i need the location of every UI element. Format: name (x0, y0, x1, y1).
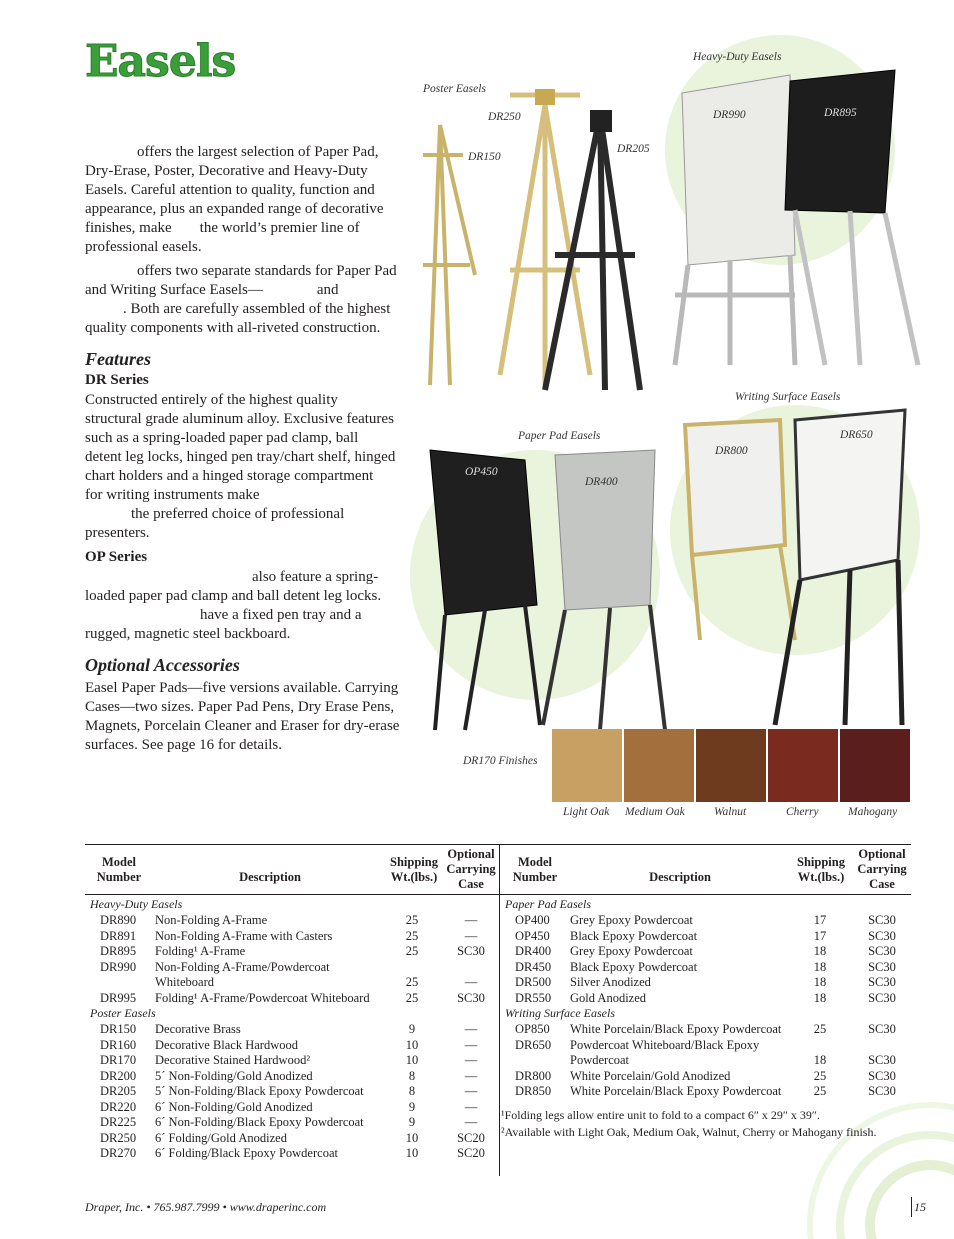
caption-paper-pad: Paper Pad Easels (518, 430, 601, 442)
swatch-medium-oak (624, 729, 694, 802)
cell-weight: 18 (813, 1053, 827, 1067)
page-title: Easels (85, 36, 236, 87)
caption-poster-easels: Poster Easels (423, 83, 486, 95)
label-dr650: DR650 (840, 429, 873, 441)
table-top-rule (85, 844, 911, 845)
cell-weight: 10 (405, 1146, 419, 1160)
cell-weight: 9 (408, 1115, 416, 1129)
description-line: Folding¹ A-Frame/Powdercoat Whiteboard (155, 990, 370, 1005)
op-series-text: also feature a spring- loaded paper pad clamp and ball detent leg locks. have a fixed pen tray and a rugged, magnetic steel backboard. (85, 569, 382, 642)
dr-series-heading: DR Series (85, 372, 149, 388)
cell-case: — (464, 1115, 478, 1129)
cell-model: DR550 (515, 990, 552, 1005)
header-shipping: Shipping Wt.(lbs.) (390, 855, 438, 884)
description-line: Black Epoxy Powdercoat (570, 959, 698, 974)
cell-model: DR150 (100, 1022, 137, 1036)
cell-model: OP850 (515, 1022, 550, 1036)
cell-description (155, 991, 395, 1007)
label-dr800: DR800 (715, 445, 748, 457)
op-series-heading: OP Series (85, 549, 148, 565)
cell-model: DR850 (515, 1084, 552, 1098)
cell-case: — (464, 1099, 478, 1114)
description-line: 5´ Non-Folding/Gold Anodized (155, 1068, 313, 1083)
description-line: Gold Anodized (570, 990, 647, 1005)
cell-weight: 9 (408, 1099, 416, 1114)
cell-case: SC30 (868, 928, 896, 943)
label-dr250: DR250 (488, 111, 521, 123)
header-case: Optional Carrying Case (446, 847, 496, 891)
cell-weight: 25 (405, 944, 419, 958)
cell-weight: 10 (405, 1037, 419, 1052)
finish-label: Medium Oak (625, 806, 685, 818)
table-section-label: Poster Easels (90, 1006, 156, 1020)
cell-model: DR400 (515, 944, 552, 958)
intro-paragraph-1: offers the largest selection of Paper Pad, Dry-Erase, Poster, Decorative and Heavy-Duty Easels. Careful attention to quality, function and appearance, plus an expanded range of decorative finishes, make the world’s premier line of professional easels. (85, 144, 384, 255)
description-line: Decorative Stained Hardwood² (155, 1053, 311, 1067)
header-description: Description (239, 870, 301, 884)
cell-description (155, 960, 395, 991)
cell-case: — (464, 1068, 478, 1083)
swatch-walnut (696, 729, 766, 802)
description-line: 6´ Folding/Black Epoxy Powdercoat (155, 1146, 338, 1160)
cell-model: DR270 (100, 1146, 137, 1160)
cell-description (155, 913, 395, 929)
cell-weight: 18 (813, 975, 827, 989)
cell-description (155, 1053, 395, 1069)
accessories-text: Easel Paper Pads—five versions available. Carrying Cases—two sizes. Paper Pad Pens, Dry Erase Pens, Magnets, Porcelain Cleaner and Eraser for dry-erase surfaces. See page 16 for details. (85, 680, 400, 753)
cell-case: SC30 (868, 975, 896, 989)
cell-model: DR650 (515, 1037, 552, 1052)
cell-model: DR500 (515, 975, 552, 989)
description-line: 5´ Non-Folding/Black Epoxy Powdercoat (155, 1084, 364, 1098)
accessories-heading: Optional Accessories (85, 655, 240, 675)
cell-case: SC30 (868, 1053, 896, 1067)
description-line: Silver Anodized (570, 975, 651, 989)
header-shipping: Shipping Wt.(lbs.) (797, 855, 845, 884)
caption-finishes: DR170 Finishes (463, 755, 538, 767)
cell-case: — (464, 1084, 478, 1098)
caption-heavy-duty: Heavy-Duty Easels (693, 51, 782, 63)
cell-weight: 10 (405, 1053, 419, 1067)
description-line: Non-Folding A-Frame/Powdercoat (155, 959, 330, 974)
cell-weight: 18 (813, 944, 827, 958)
cell-model: OP450 (515, 928, 550, 943)
cell-case: SC30 (868, 1068, 896, 1083)
cell-description (570, 929, 810, 945)
cell-weight: 17 (813, 928, 827, 943)
cell-weight: 10 (405, 1130, 419, 1145)
cell-description (155, 929, 395, 945)
cell-model: DR895 (100, 944, 137, 958)
cell-model: DR220 (100, 1099, 137, 1114)
cell-case: — (464, 1022, 478, 1036)
label-dr895: DR895 (824, 107, 857, 119)
description-line: Black Epoxy Powdercoat (570, 928, 698, 943)
cell-case: SC30 (868, 990, 896, 1005)
page-number: 15 (914, 1200, 926, 1214)
description-line: Decorative Brass (155, 1022, 241, 1036)
cell-model: DR200 (100, 1068, 137, 1083)
cell-model: DR170 (100, 1053, 137, 1067)
finish-label: Cherry (786, 806, 819, 818)
cell-model: DR890 (100, 913, 137, 927)
heavy-duty-easels-photo (670, 65, 930, 385)
cell-weight: 25 (405, 990, 419, 1005)
label-dr400: DR400 (585, 476, 618, 488)
header-description: Description (649, 870, 711, 884)
cell-weight: 25 (405, 928, 419, 943)
features-heading: Features (85, 349, 152, 369)
cell-weight: 18 (813, 990, 827, 1005)
description-line: White Porcelain/Black Epoxy Powdercoat (570, 1084, 782, 1098)
cell-case: SC30 (868, 913, 896, 927)
cell-case: SC20 (457, 1130, 485, 1145)
cell-model: DR205 (100, 1084, 137, 1098)
cell-description (570, 1069, 810, 1085)
cell-case: — (464, 975, 478, 989)
table-divider (499, 844, 500, 1176)
cell-description (155, 1146, 395, 1162)
cell-model: DR225 (100, 1115, 137, 1129)
cell-case: SC30 (457, 944, 485, 958)
cell-weight: 8 (408, 1068, 416, 1083)
cell-description (155, 1069, 395, 1085)
cell-case: SC30 (868, 959, 896, 974)
cell-case: SC30 (868, 944, 896, 958)
description-line: Powdercoat (570, 1053, 630, 1067)
cell-description (570, 1038, 810, 1069)
cell-description (570, 944, 810, 960)
cell-weight: 25 (405, 975, 419, 989)
cell-description (155, 1022, 395, 1038)
swatch-cherry (768, 729, 838, 802)
cell-description (570, 991, 810, 1007)
cell-description (570, 975, 810, 991)
cell-model: DR990 (100, 959, 137, 974)
cell-model: OP400 (515, 913, 550, 927)
header-model: Model Number (96, 855, 142, 884)
cell-case: SC30 (868, 1084, 896, 1098)
cell-weight: 9 (408, 1022, 416, 1036)
table-notes: ¹Folding legs allow entire unit to fold to a compact 6″ x 29″ x 39″. ²Available with Light Oak, Medium Oak, Walnut, Cherry or Mahogany finish. (501, 1108, 877, 1139)
cell-description (155, 1084, 395, 1100)
header-case: Optional Carrying Case (857, 847, 907, 891)
description-line: Non-Folding A-Frame with Casters (155, 928, 333, 943)
finish-label: Light Oak (563, 806, 610, 818)
paper-pad-easels-photo (425, 440, 680, 735)
cell-model: DR250 (100, 1130, 137, 1145)
cell-description (570, 1022, 810, 1038)
cell-model: DR891 (100, 928, 137, 943)
description-line: White Porcelain/Gold Anodized (570, 1068, 731, 1083)
cell-case: — (464, 928, 478, 943)
cell-description (155, 1131, 395, 1147)
table-section-label: Paper Pad Easels (505, 897, 591, 911)
cell-model: DR800 (515, 1068, 552, 1083)
cell-description (155, 1100, 395, 1116)
cell-model: DR995 (100, 990, 137, 1005)
finish-label: Walnut (714, 806, 747, 818)
cell-model: DR450 (515, 959, 552, 974)
description-line: 6´ Folding/Gold Anodized (155, 1130, 287, 1145)
description-line: Non-Folding A-Frame (155, 913, 268, 927)
poster-easels-photo (415, 85, 665, 395)
cell-description (155, 1038, 395, 1054)
cell-description (570, 1084, 810, 1100)
swatch-light-oak (552, 729, 622, 802)
table-section-label: Writing Surface Easels (505, 1006, 615, 1020)
cell-weight: 25 (813, 1022, 827, 1036)
cell-case: — (464, 913, 478, 927)
finish-swatches (552, 729, 910, 802)
cell-model: DR160 (100, 1037, 137, 1052)
caption-writing-surface: Writing Surface Easels (735, 391, 841, 403)
cell-weight: 25 (405, 913, 419, 927)
intro-paragraph-2: offers two separate standards for Paper Pad and Writing Surface Easels— and . Both are carefully assembled of the highest quality components with all-riveted construction. (85, 263, 397, 336)
cell-weight: 8 (408, 1084, 416, 1098)
cell-description (155, 944, 395, 960)
label-dr205: DR205 (617, 143, 650, 155)
table-header-rule (85, 894, 911, 895)
cell-case: — (464, 1037, 478, 1052)
description-line: Decorative Black Hardwood (155, 1037, 298, 1052)
footer-company: Draper, Inc. • 765.987.7999 • www.draperinc.com (85, 1200, 327, 1214)
cell-case: SC20 (457, 1146, 485, 1160)
cell-case: SC30 (868, 1022, 896, 1036)
cell-weight: 18 (813, 959, 827, 974)
description-line: 6´ Non-Folding/Gold Anodized (155, 1099, 313, 1114)
description-line: Folding¹ A-Frame (155, 944, 246, 958)
description-line: Grey Epoxy Powdercoat (570, 913, 693, 927)
label-op450: OP450 (465, 466, 498, 478)
label-dr150: DR150 (468, 151, 501, 163)
description-line: 6´ Non-Folding/Black Epoxy Powdercoat (155, 1115, 364, 1129)
cell-description (570, 913, 810, 929)
header-model: Model Number (512, 855, 558, 884)
description-line: Whiteboard (155, 975, 215, 989)
cell-weight: 17 (813, 913, 827, 927)
cell-weight: 25 (813, 1084, 827, 1098)
cell-description (155, 1115, 395, 1131)
description-line: Grey Epoxy Powdercoat (570, 944, 693, 958)
table-section-label: Heavy-Duty Easels (90, 897, 183, 911)
description-line: White Porcelain/Black Epoxy Powdercoat (570, 1022, 782, 1036)
cell-weight: 25 (813, 1068, 827, 1083)
dr-series-text: Constructed entirely of the highest quality structural grade aluminum alloy. Exclusive features such as a spring-loaded paper pad clamp, ball detent leg locks, hinged pen tray/chart shelf, hinged chart holders and a hinged storage compartment for writing instruments make the preferred choice of professional presenters. (85, 392, 396, 541)
label-dr990: DR990 (713, 109, 746, 121)
swatch-mahogany (840, 729, 910, 802)
description-line: Powdercoat Whiteboard/Black Epoxy (570, 1037, 760, 1052)
finish-label: Mahogany (848, 806, 898, 818)
cell-case: SC30 (457, 990, 485, 1005)
cell-description (570, 960, 810, 976)
cell-case: — (464, 1053, 478, 1067)
